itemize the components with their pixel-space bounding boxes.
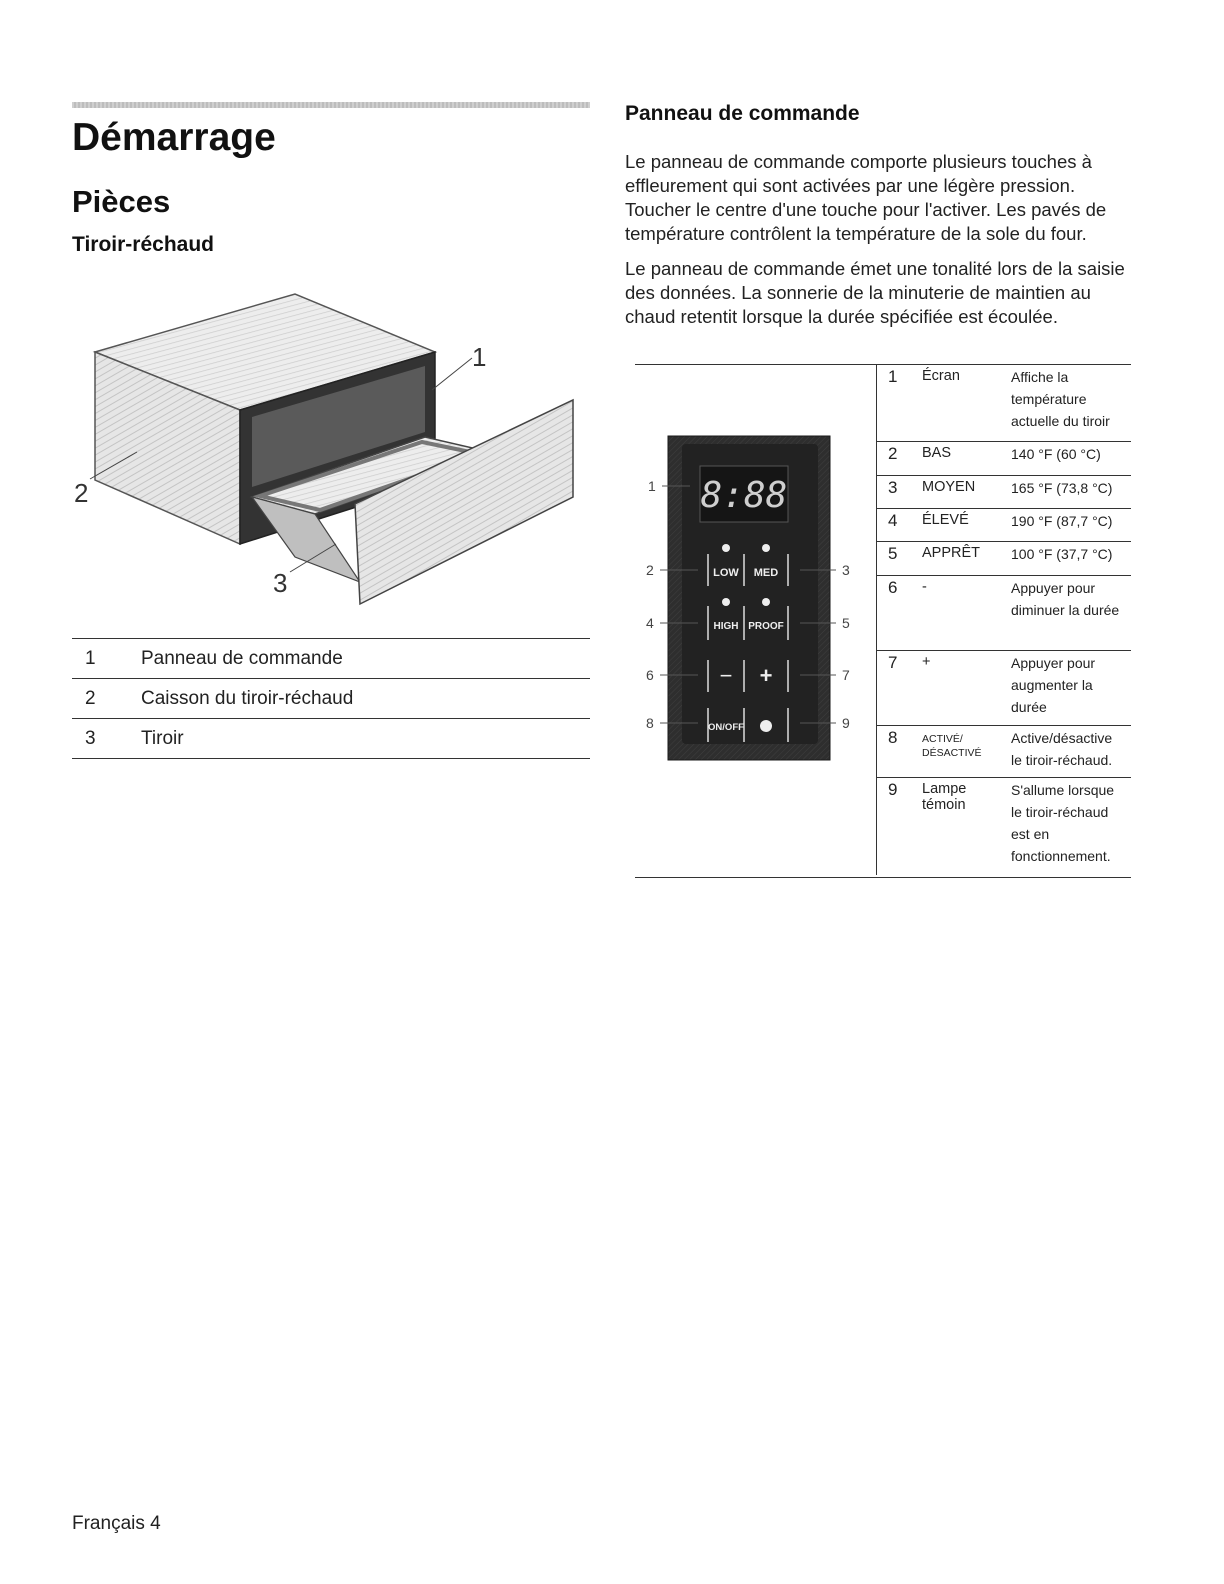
warming-drawer-illustration [70,282,590,622]
proof-button[interactable]: PROOF [748,621,784,632]
subsection-title: Tiroir-réchaud [72,233,214,256]
table-row: 8 ACTIVÉ/ DÉSACTIVÉ Active/désactive le tiroir-réchaud. [877,725,1131,777]
panel-callout-6: 6 [646,667,654,683]
section-rule [72,102,590,108]
intro-paragraph: Le panneau de commande comporte plusieurs touches à effleurement qui sont activées par une légère pression. Toucher le centre d'une touche pour l'activer. Les pavés de température contrôlent la température de la sole du four. [625,151,1107,244]
table-row: 9 Lampe témoin S'allume lorsque le tiroir-réchaud est en fonctionnement. [888,779,1115,864]
parts-table [72,638,590,759]
tone-paragraph: Le panneau de commande émet une tonalité lors de la saisie des données. La sonnerie de la minuterie de maintien au chaud retentit lorsque la durée spécifiée est écoulée. [625,258,1125,327]
panel-callout-1: 1 [648,478,656,494]
indicator-lamp [760,720,772,732]
callout-2: 2 [74,478,89,508]
control-panel-illustration [640,430,870,765]
controls-table [877,365,1131,875]
callout-3: 3 [273,568,288,598]
table-row: 6 - Appuyer pour diminuer la durée [877,575,1131,650]
onoff-button[interactable]: ON/OFF [708,722,744,733]
page-title: Démarrage [72,116,276,159]
panel-callout-3: 3 [842,562,850,578]
table-row: 3 Tiroir [72,719,590,759]
panel-callout-7: 7 [842,667,850,683]
table-row: 3 MOYEN 165 °F (73,8 °C) [877,475,1131,508]
table-row: 2 Caisson du tiroir-réchaud [72,679,590,719]
panel-callout-9: 9 [842,715,850,731]
panel-callout-2: 2 [646,562,654,578]
table-row: 7 + Appuyer pour augmenter la durée [877,650,1131,725]
table-row: 1 Écran Affiche la température actuelle du tiroir [877,365,1131,441]
high-button[interactable]: HIGH [713,621,739,632]
table-row: 5 APPRÊT 100 °F (37,7 °C) [877,541,1131,575]
panel-callout-5: 5 [842,615,850,631]
med-button[interactable]: MED [753,567,779,579]
minus-button[interactable]: − [719,663,733,688]
table-row: 2 BAS 140 °F (60 °C) [877,441,1131,475]
plus-button[interactable]: + [759,663,773,688]
control-panel-title: Panneau de commande [625,102,860,125]
panel-callout-8: 8 [646,715,654,731]
display-digits: 8:88 [700,475,788,516]
table-row: 4 ÉLEVÉ 190 °F (87,7 °C) [877,508,1131,541]
section-title: Pièces [72,184,171,219]
callout-1: 1 [472,342,487,372]
panel-callout-4: 4 [646,615,654,631]
table-row: 1 Panneau de commande [72,639,590,679]
low-button[interactable]: LOW [713,567,739,579]
page-footer: Français 4 [72,1513,161,1534]
